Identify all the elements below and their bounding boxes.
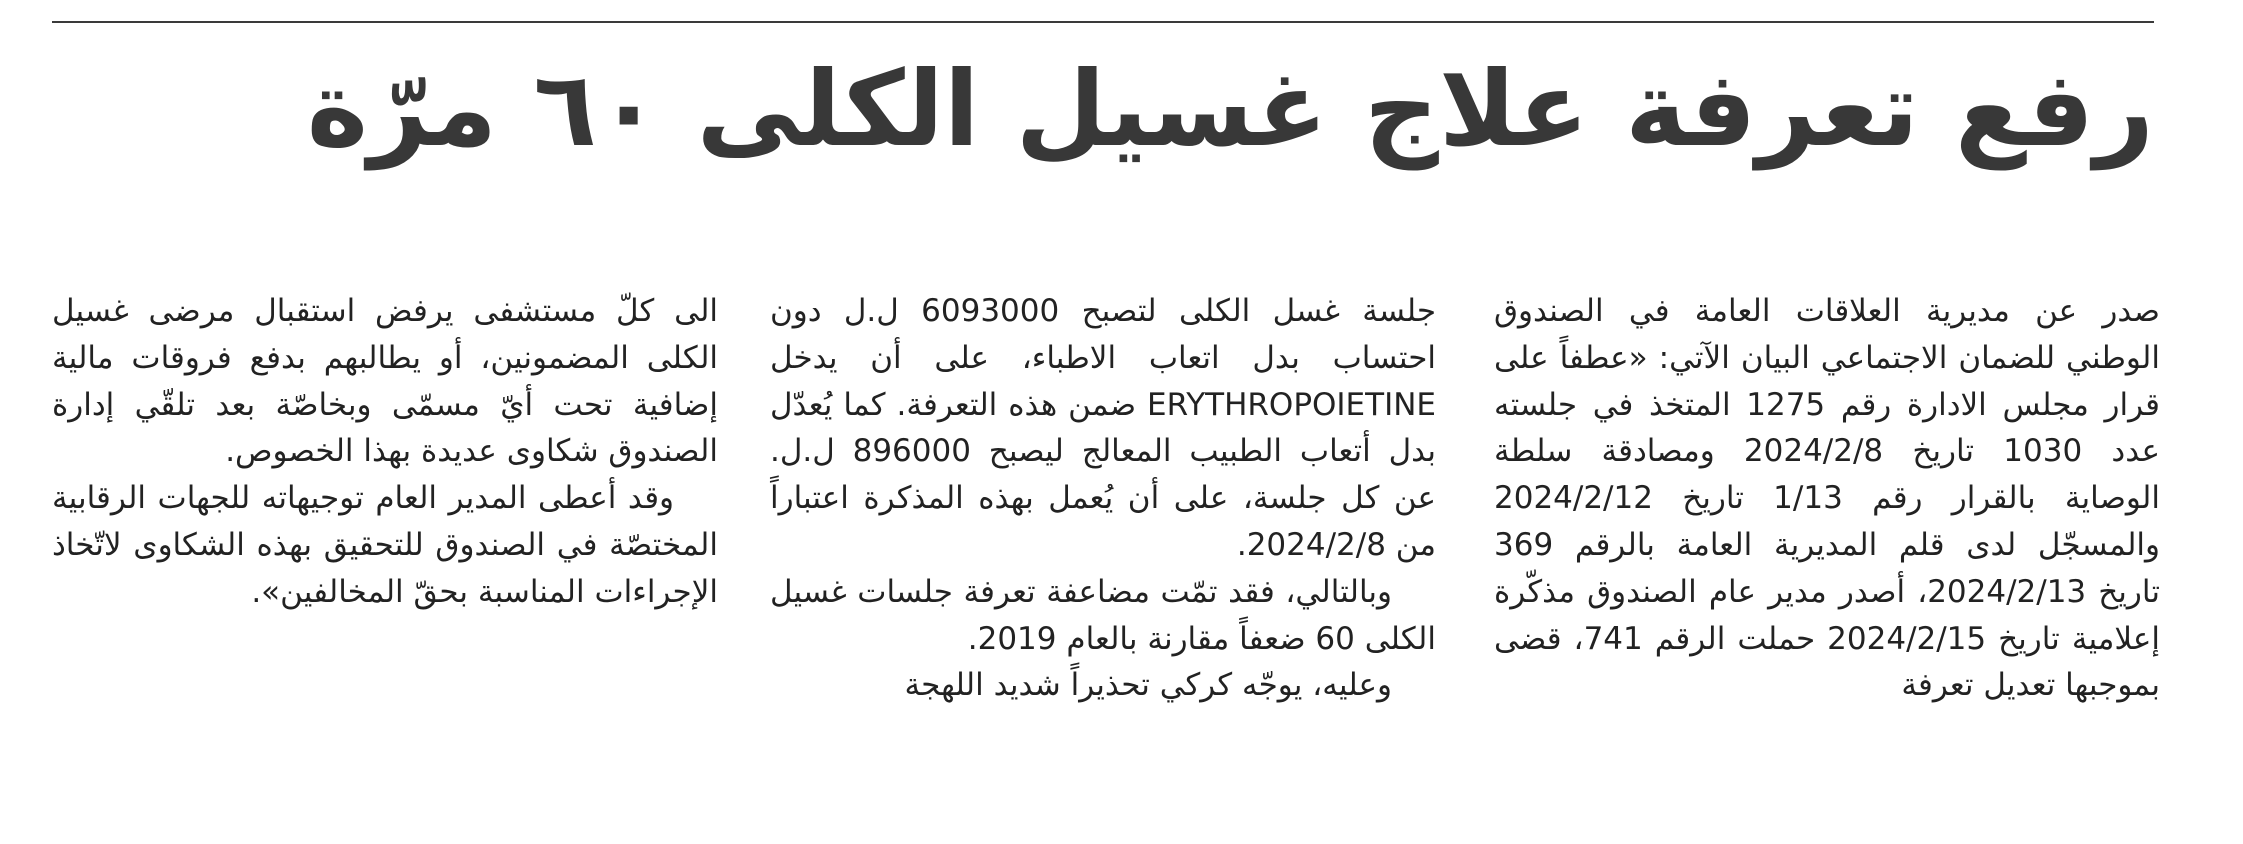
article-column-1 xyxy=(1494,288,2160,709)
top-rule xyxy=(52,21,2154,23)
paragraph: جلسة غسل الكلى لتصبح 6093000 ل.ل دون احتساب بدل اتعاب الاطباء، على أن يدخل ERYTHROPOIETINE ضمن هذه التعرفة. كما يُعدّل بدل أتعاب الطبيب المعالج ليصبح 896000 ل.ل. عن كل جلسة، على أن يُعمل بهذه المذكرة اعتباراً من 2024/2/8. xyxy=(770,293,1436,563)
paragraph: صدر عن مديرية العلاقات العامة في الصندوق الوطني للضمان الاجتماعي البيان الآتي: «عطفاً على قرار مجلس الادارة رقم 1275 المتخذ في جلسته عدد 1030 تاريخ 2024/2/8 ومصادقة سلطة الوصاية بالقرار رقم 1/13 تاريخ 2024/2/12 والمسجّل لدى قلم المديرية العامة بالرقم 369 تاريخ 2024/2/13، أصدر مدير عام الصندوق مذكّرة إعلامية تاريخ 2024/2/15 حملت الرقم 741، قضى بموجبها تعديل تعرفة xyxy=(1494,293,2161,704)
headline: رفع تعرفة علاج غسيل الكلى ٦٠ مرّة xyxy=(306,48,2154,170)
paragraph: الى كلّ مستشفى يرفض استقبال مرضى غسيل الكلى المضمونين، أو يطالبهم بدفع فروقات مالية إضافية تحت أيّ مسمّى وبخاصّة بعد تلقّي إدارة الصندوق شكاوى عديدة بهذا الخصوص. xyxy=(52,293,718,470)
paragraph: وبالتالي، فقد تمّت مضاعفة تعرفة جلسات غسيل الكلى 60 ضعفاً مقارنة بالعام 2019. xyxy=(770,573,1436,657)
article-column-2 xyxy=(770,288,1436,709)
article-column-3 xyxy=(52,288,718,616)
paragraph: وعليه، يوجّه كركي تحذيراً شديد اللهجة xyxy=(904,667,1392,704)
paragraph: وقد أعطى المدير العام توجيهاته للجهات الرقابية المختصّة في الصندوق للتحقيق بهذه الشكاوى لاتّخاذ الإجراءات المناسبة بحقّ المخالفين». xyxy=(52,480,718,610)
